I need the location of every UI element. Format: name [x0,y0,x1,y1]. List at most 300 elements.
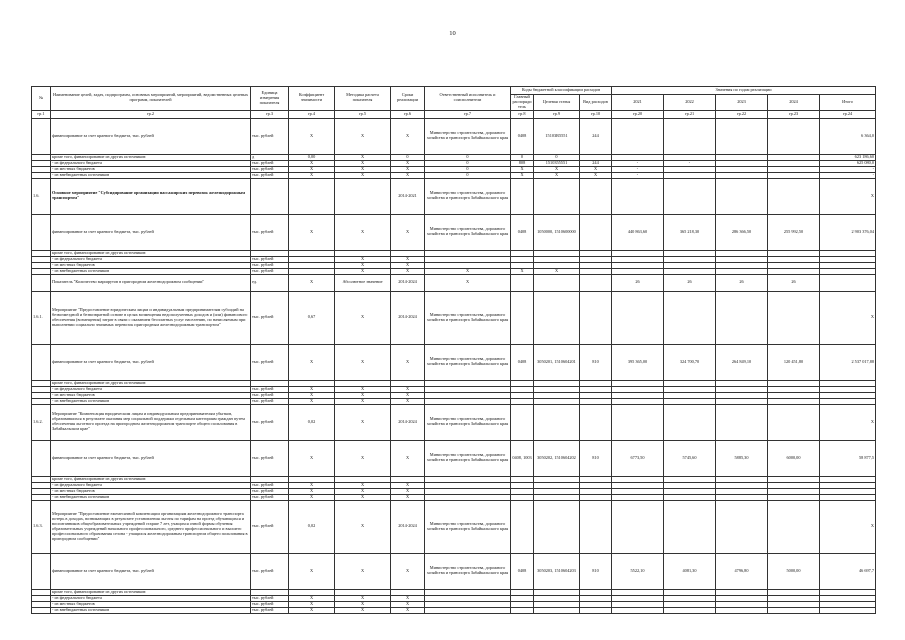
cell-unit: тыс. рублей [251,166,289,172]
cell-method [335,178,391,214]
cell-unit: тыс. рублей [251,494,289,500]
cell-term: 0 [391,154,425,160]
cell-method: X [335,256,391,262]
cell-name: кроме того, финансирование из других источников: [51,476,251,482]
cell-unit: ед. [251,274,289,291]
cell-coef: X [289,166,335,172]
cell-y24: 255 992,50 [768,214,820,250]
cell-y23: 286 366,50 [716,214,768,250]
cell-term: X [391,494,425,500]
cell-term: X [391,256,425,262]
cell-cs [534,500,580,553]
cell-method: X [335,440,391,476]
cell-exec: Министерство строительства, дорожного хозяйства и транспорта Забайкальского края [425,500,511,553]
cell-y24 [768,291,820,344]
cell-term: X [391,344,425,380]
header-bk-group: Коды бюджетной классификации расходов [511,87,612,95]
cell-num: 1.6.3. [32,500,51,553]
cell-exec: 0 [425,166,511,172]
cell-y24: 5000,00 [768,553,820,589]
cell-exec: Министерство строительства, дорожного хозяйства и транспорта Забайкальского края [425,440,511,476]
cell-grbs: 0408 [511,118,534,154]
cell-term: X [391,595,425,601]
cell-y21: 26 [612,274,664,291]
cell-method: X [335,172,391,178]
col-label: гр.5 [335,110,391,118]
cell-exec: Министерство строительства, дорожного хозяйства и транспорта Забайкальского края [425,178,511,214]
cell-name: кроме того, финансирование из других источников: [51,589,251,595]
cell-total: X [820,291,876,344]
cell-method: X [335,601,391,607]
cell-coef: X [289,118,335,154]
col-label: гр.20 [612,110,664,118]
cell-coef: X [289,398,335,404]
cell-name: - из местных бюджетов [51,262,251,268]
cell-cs [534,404,580,440]
cell-y22: - [664,160,716,166]
program-table [31,86,876,614]
cell-grbs [511,607,534,613]
cell-grbs: 0 [511,154,534,160]
cell-grbs [511,500,534,553]
cell-y21: 395 365,00 [612,344,664,380]
cell-method: X [335,607,391,613]
cell-unit: тыс. рублей [251,595,289,601]
cell-coef: X [289,607,335,613]
cell-unit: тыс. рублей [251,440,289,476]
col-label: гр.9 [534,110,580,118]
header-coef: Коэффициент значимости [289,87,335,111]
cell-cs: X [534,172,580,178]
col-label: гр.24 [820,110,876,118]
table-body [32,118,876,613]
cell-vr: 244 [580,118,612,154]
cell-vr [580,291,612,344]
cell-exec: Министерство строительства, дорожного хозяйства и транспорта Забайкальского края [425,291,511,344]
cell-coef [289,178,335,214]
cell-grbs [511,274,534,291]
header-2022: 2022 [664,95,716,111]
cell-method: X [335,268,391,274]
cell-name: - из федерального бюджета [51,256,251,262]
cell-vr [580,607,612,613]
col-label: гр.6 [391,110,425,118]
cell-exec: Министерство строительства, дорожного хозяйства и транспорта Забайкальского края [425,214,511,250]
table-row [32,553,876,589]
cell-y22: 324 700,70 [664,344,716,380]
cell-total: 58 877,5 [820,440,876,476]
cell-unit [251,178,289,214]
cell-term: X [391,386,425,392]
cell-grbs: X [511,268,534,274]
header-method: Методика расчета показателя [335,87,391,111]
cell-y24 [768,500,820,553]
cell-y21 [612,118,664,154]
cell-name: кроме того, финансирование из других источников: [51,380,251,386]
cell-name: финансирование за счет краевого бюджета, тыс. рублей [51,440,251,476]
cell-exec: Министерство строительства, дорожного хозяйства и транспорта Забайкальского края [425,118,511,154]
cell-coef: X [289,386,335,392]
cell-cs: 3050203, 1510604203 [534,553,580,589]
cell-term: 2014-2024 [391,274,425,291]
cell-y23 [716,607,768,613]
cell-exec: 0 [425,154,511,160]
table-row [32,404,876,440]
cell-coef: X [289,482,335,488]
cell-y24 [768,607,820,613]
cell-total: 623 186,60 [820,154,876,160]
cell-y24: 6000,00 [768,440,820,476]
cell-num: 1.6.2. [32,404,51,440]
col-label: гр.10 [580,110,612,118]
cell-method: Х [335,154,391,160]
cell-name: - из местных бюджетов [51,166,251,172]
header-name: Наименование целей, задач, подпрограмм, основных мероприятий, мероприятий, ведомственных целевых программ, показателей [51,87,251,111]
header-num: № [32,87,51,111]
cell-total: X [820,404,876,440]
cell-vr: 810 [580,344,612,380]
cell-y21 [612,500,664,553]
cell-y24: 26 [768,274,820,291]
cell-name: финансирование за счет краевого бюджета, тыс. рублей [51,214,251,250]
table-row [32,607,876,613]
cell-term: X [391,160,425,166]
cell-unit: тыс. рублей [251,160,289,166]
cell-grbs: 0408 [511,553,534,589]
cell-coef: X [289,553,335,589]
cell-name: - из федерального бюджета [51,386,251,392]
cell-total: X [820,500,876,553]
cell-total: 625 080,0 [820,160,876,166]
cell-unit: тыс. рублей [251,344,289,380]
cell-cs: 1510355551 [534,160,580,166]
header-unit: Единица измерения показателя [251,87,289,111]
cell-num [32,214,51,250]
col-label: гр.7 [425,110,511,118]
cell-name: Мероприятие "Предоставление ежемесячной компенсации организациям железнодорожного транспорта потерь в доходах, возникающих в результате установления льготы по тарифам на проезд обучающихся и воспитанников общеобразовательных учреждений старше 7 лет, учащихся очной формы обучения образовательных учреждений начального профессионального, среднего профессионального и высшего профессионального образования сезона - учащихся железнодорожным транспортом общего пользования в пригородном сообщении" [51,500,251,553]
cell-exec: X [425,268,511,274]
cell-coef: X [289,440,335,476]
cell-y21 [612,178,664,214]
table-row [32,214,876,250]
cell-grbs [511,291,534,344]
cell-cs [534,607,580,613]
cell-method: X [335,166,391,172]
cell-unit: тыс. рублей [251,262,289,268]
cell-cs: 3050202, 1510604202 [534,440,580,476]
cell-unit: тыс. рублей [251,386,289,392]
cell-grbs: 0408 [511,344,534,380]
cell-name: финансирование за счет краевого бюджета, тыс. рублей [51,118,251,154]
cell-unit: тыс. рублей [251,118,289,154]
cell-cs [534,274,580,291]
cell-unit: тыс. рублей [251,553,289,589]
cell-y22: 5745,60 [664,440,716,476]
cell-coef: X [289,392,335,398]
cell-coef: X [289,494,335,500]
cell-y21: 440 863,60 [612,214,664,250]
cell-y21: 6773,50 [612,440,664,476]
cell-term: 2014-2024 [391,500,425,553]
cell-name: - из местных бюджетов [51,392,251,398]
cell-cs [534,291,580,344]
cell-name: Основное мероприятие "Субсидирование организации пассажирских перевозок железнодорожным транспортом" [51,178,251,214]
cell-vr [580,178,612,214]
cell-name: финансирование за счет краевого бюджета, тыс. рублей [51,553,251,589]
cell-y22: 4081,30 [664,553,716,589]
cell-unit: тыс. рублей [251,404,289,440]
cell-term: 2014-2021 [391,178,425,214]
cell-term: X [391,166,425,172]
cell-cs: X [534,268,580,274]
cell-exec: Министерство строительства, дорожного хозяйства и транспорта Забайкальского края [425,404,511,440]
cell-coef: 0,00 [289,154,335,160]
cell-term: X [391,398,425,404]
cell-y23: 26 [716,274,768,291]
cell-term: X [391,440,425,476]
cell-method: X [335,392,391,398]
cell-y24 [768,178,820,214]
cell-y23 [716,291,768,344]
cell-vr [580,214,612,250]
cell-y23: 5885,30 [716,440,768,476]
cell-unit: тыс. рублей [251,291,289,344]
cell-grbs [511,404,534,440]
cell-name: - из местных бюджетов [51,488,251,494]
cell-method: X [335,595,391,601]
cell-vr: 244 [580,160,612,166]
cell-term: 2014-2024 [391,404,425,440]
cell-name: Мероприятие "Компенсация юридическим лицам и индивидуальным предпринимателям убытков, образовавшихся в результате оказания мер социальной поддержки отдельным категориям граждан путем обеспечения льготного проезда на пригородном железнодорожном транспорте общего пользования в Забайкальском крае" [51,404,251,440]
col-label: гр.3 [251,110,289,118]
cell-unit: д [251,154,289,160]
table-row [32,274,876,291]
cell-method: X [335,404,391,440]
cell-method: X [335,553,391,589]
cell-unit: тыс. рублей [251,482,289,488]
cell-vr [580,500,612,553]
cell-num [32,440,51,476]
cell-y22 [664,118,716,154]
table-row [32,500,876,553]
cell-num [32,344,51,380]
cell-y23: 4796,80 [716,553,768,589]
cell-method: X [335,398,391,404]
cell-method: X [335,344,391,380]
cell-cs: 0 [534,154,580,160]
col-label: гр.8 [511,110,534,118]
header-2024: 2024 [768,95,820,111]
cell-y23 [716,178,768,214]
col-label: гр.21 [664,110,716,118]
cell-y22: 365 218,30 [664,214,716,250]
cell-y22 [664,291,716,344]
header-executor: Ответственный исполнитель и соисполнители [425,87,511,111]
cell-coef: X [289,160,335,166]
cell-total [820,274,876,291]
cell-grbs: 0408 [511,214,534,250]
cell-total: X [820,178,876,214]
cell-total: 2 537 017,88 [820,344,876,380]
cell-y24 [768,404,820,440]
cell-name: - из федерального бюджета [51,595,251,601]
cell-unit: тыс. рублей [251,214,289,250]
cell-y22 [664,500,716,553]
cell-exec: X [425,274,511,291]
cell-coef: 0,02 [289,404,335,440]
cell-grbs: X [511,172,534,178]
cell-name: кроме того, финансирование из других источников: [51,250,251,256]
cell-grbs: X [511,166,534,172]
cell-term: X [391,214,425,250]
cell-unit: тыс. рублей [251,268,289,274]
header-expense-type: Вид расходов [580,95,612,111]
cell-term: X [391,268,425,274]
cell-y22 [664,607,716,613]
cell-term: 2014-2024 [391,291,425,344]
cell-term: X [391,488,425,494]
cell-y22: 26 [664,274,716,291]
cell-grbs: 0408, 1003 [511,440,534,476]
cell-method: X [335,262,391,268]
cell-name: - из федерального бюджета [51,160,251,166]
col-label: гр.4 [289,110,335,118]
cell-coef: X [289,344,335,380]
cell-y24 [768,118,820,154]
cell-name: - из внебюджетных источников [51,607,251,613]
cell-coef: X [289,214,335,250]
cell-y21: - [612,166,664,172]
cell-y23 [716,404,768,440]
cell-vr [580,404,612,440]
cell-vr: X [580,166,612,172]
col-label: гр.1 [32,110,51,118]
cell-cs: 1050000, 1510600000 [534,214,580,250]
cell-cs: 15103R5551 [534,118,580,154]
cell-exec: 0 [425,172,511,178]
cell-coef: X [289,172,335,178]
cell-coef: 0,02 [289,500,335,553]
cell-term: X [391,601,425,607]
cell-method: X [335,291,391,344]
cell-term: X [391,482,425,488]
cell-coef: X [289,274,335,291]
cell-method: X [335,488,391,494]
cell-name: Показатель "Количество маршрутов в пригородном железнодорожном сообщении" [51,274,251,291]
table-row [32,291,876,344]
cell-vr: 810 [580,553,612,589]
cell-total: 2 903 376,04 [820,214,876,250]
cell-exec [425,607,511,613]
cell-unit: тыс. рублей [251,392,289,398]
cell-num [32,607,51,613]
cell-term: X [391,118,425,154]
table-row [32,118,876,154]
cell-term: X [391,172,425,178]
cell-num [32,118,51,154]
cell-exec: Министерство строительства, дорожного хозяйства и транспорта Забайкальского края [425,553,511,589]
header-2023: 2023 [716,95,768,111]
page-number: 10 [449,30,456,37]
cell-y21: 5522,10 [612,553,664,589]
cell-coef: X [289,595,335,601]
table-row [32,440,876,476]
cell-total: - [820,166,876,172]
cell-y21: - [612,160,664,166]
table-row [32,178,876,214]
cell-coef: 0,67 [289,291,335,344]
cell-y23: 264 849,10 [716,344,768,380]
cell-total [820,607,876,613]
header-target-item: Целевая статья [534,95,580,111]
cell-method: X [335,482,391,488]
cell-y22 [664,404,716,440]
cell-name: кроме того, финансирование из других источников: [51,154,251,160]
cell-method: X [335,118,391,154]
cell-term: X [391,262,425,268]
cell-num: 1.6. [32,178,51,214]
cell-exec: 0 [425,160,511,166]
cell-y22 [664,178,716,214]
cell-method: X [335,160,391,166]
cell-term: X [391,392,425,398]
cell-name: - из внебюджетных источников [51,268,251,274]
cell-vr [580,274,612,291]
cell-unit: тыс. рублей [251,172,289,178]
cell-name: Мероприятие "Предоставление юридическим лицам и индивидуальным предпринимателям субсидий на безвозмездной и безвозвратной основе в целях возмещения недополученных доходов и (или) финансового обеспечения (возмещения) затрат в связи с оказанием бесплатных услуг населению, по начисляемым при выполнении социально значимых перевозок пригородным железнодорожным транспортом" [51,291,251,344]
cell-unit: тыс. рублей [251,500,289,553]
cell-unit: тыс. рублей [251,601,289,607]
cell-grbs [511,178,534,214]
col-label: гр.22 [716,110,768,118]
cell-cs: 3050201, 1510604201 [534,344,580,380]
cell-term: X [391,607,425,613]
cell-method: X [335,494,391,500]
cell-vr: X [580,172,612,178]
cell-term: X [391,553,425,589]
cell-unit: тыс. рублей [251,607,289,613]
header-term: Сроки реализации [391,87,425,111]
cell-name: финансирование за счет краевого бюджета, тыс. рублей [51,344,251,380]
col-label: гр.23 [768,110,820,118]
cell-name: - из местных бюджетов [51,601,251,607]
cell-total: - [820,172,876,178]
cell-total: 46 697,7 [820,553,876,589]
cell-coef: X [289,488,335,494]
cell-exec: Министерство строительства, дорожного хозяйства и транспорта Забайкальского края [425,344,511,380]
cell-method: X [335,500,391,553]
cell-name: - из федерального бюджета [51,482,251,488]
cell-y21: - [612,172,664,178]
cell-y21 [612,607,664,613]
cell-vr: 810 [580,440,612,476]
cell-total: 6 364,0 [820,118,876,154]
header-2021: 2021 [612,95,664,111]
header-total: Итого [820,95,876,111]
table-row [32,344,876,380]
cell-name: - из внебюджетных источников [51,172,251,178]
cell-y23 [716,118,768,154]
cell-y21 [612,291,664,344]
cell-method: X [335,214,391,250]
cell-unit: тыс. рублей [251,256,289,262]
header-values-group: Значения по годам реализации [612,87,876,95]
cell-num [32,553,51,589]
cell-y21 [612,404,664,440]
cell-num: 1.6.1. [32,291,51,344]
col-label: гр.2 [51,110,251,118]
cell-unit: тыс. рублей [251,488,289,494]
